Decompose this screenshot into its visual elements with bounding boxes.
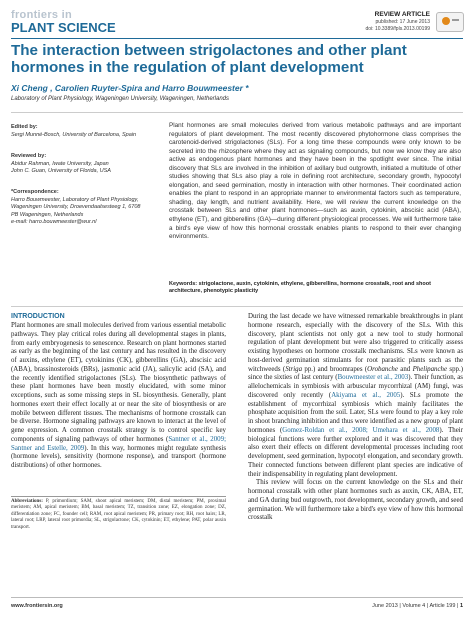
footer-article: Article 199 — [429, 603, 456, 609]
section-heading-introduction: INTRODUCTION — [11, 313, 65, 320]
footer-page-number: 1 — [459, 603, 463, 609]
footer-volume: Volume 4 — [402, 603, 426, 609]
open-access-badge-icon[interactable] — [436, 12, 464, 32]
reviewed-by-block — [11, 153, 143, 176]
right-text-f: ). SLs promote the establishment of mycorrhizal symbiosis which mainly facilitates the phosphate acquisition from the soil. Later, SLs were found to play a key role in shoot branching inhibition and thus were identified as a new group of plant hormones ( — [248, 391, 463, 434]
citation-gomez-roldan[interactable]: Gomez-Roldan et al., 2008; Umehara et al., 2008 — [282, 426, 440, 434]
body-column-left — [11, 322, 226, 471]
right-text-c: and — [397, 365, 413, 373]
badge-dot-icon — [442, 17, 450, 25]
citation-bouwmeester[interactable]: Bouwmeester et al., 2003 — [337, 374, 409, 382]
intro-text-a: Plant hormones are small molecules derived from various essential metabolic pathways. They play critical roles during all developmental stages in plants, from early embryogenesis to senescence. Research on plant hormones started as early as the beginning of the last century and has resulted in the discovery of auxins, ethylene (ET), cytokinins (CK), gibberellins (GA), abscisic acid (ABA), brassinosteroids (BRs), jasmonic acid (JA), salicylic acid (SA), and the recently identified strigolactones (SLs). The biosynthetic pathways of these plant hormones have been mostly elucidated, with some minor exceptions, such as some missing steps in SL biosynthesis. Generally, plant hormones exert their effect locally at or near the site of biosynthesis or are mobile between different tissues. The mechanisms of hormone crosstalk can be diverse. Hormone signaling pathways are known to interact at the level of gene expression. A common crosstalk strategy is to control specific key components of signaling pathways of other hormones ( — [11, 322, 226, 443]
abbreviations-label: Abbreviations: — [11, 499, 43, 504]
keywords — [169, 281, 461, 295]
abstract-divider — [11, 306, 463, 307]
keywords-list: strigolactone, auxin, cytokinin, ethylene, gibberellins, hormone crosstalk, root and shoot architecture, phenotypic plasticity — [169, 281, 431, 294]
doi: doi: 10.3389/fpls.2013.00199 — [365, 25, 430, 32]
taxon-phelipanche: Phelipanche — [412, 365, 448, 373]
reviewer-2: John C. Guan, University of Florida, USA — [11, 168, 111, 174]
title-divider — [11, 112, 463, 113]
right-paragraph-2: This review will focus on the current knowledge on the SLs and their hormonal crosstalk with other plant hormones such as auxin, CK, ABA, ET, and GA during bud outgrowth, root development, secondary growth, and seed germination. We will furthermore take a bird's eye view of how this hormonal crosstalk — [248, 479, 463, 522]
right-text-e: ). Their function, as allelochemicals in symbiosis with arbuscular mycorrhizal (AM) fungi, was discovered only recently ( — [248, 374, 463, 399]
intro-text-b: ). In this way, hormones might regulate synthesis (hormone levels), sensitivity (hormone response), and transport (hormone distributions) of other hormones. — [11, 444, 227, 469]
header-divider — [11, 38, 463, 39]
taxon-striga: Striga — [285, 365, 303, 373]
body-column-right — [248, 313, 463, 523]
correspondence-address: Harro Bouwmeester, Laboratory of Plant Physiology, Wageningen University, Droevendaalsesteeg 1, 6708 PB Wageningen, Netherlands — [11, 196, 141, 218]
citation-akiyama[interactable]: Akiyama et al., 2005 — [331, 391, 401, 399]
abbreviations-divider — [11, 496, 226, 497]
published-date: published: 17 June 2013 — [375, 19, 430, 25]
edited-by-block — [11, 124, 143, 139]
abbreviations — [11, 499, 226, 531]
journal-name-bottom: PLANT SCIENCE — [11, 20, 116, 35]
article-authors: Xi Cheng , Carolien Ruyter-Spira and Harro Bouwmeester * — [11, 83, 249, 93]
taxon-orobanche: Orobanche — [367, 365, 398, 373]
abstract-text: Plant hormones are small molecules derived from various metabolic pathways and are important regulators of plant development. The most recently discovered phytohormone class comprises the carotenoid-derived strigolactones (SLs). For a long time these compounds were only known to be secreted into the rhizosphere where they act as signaling compounds, but now we know they are also active as endogenous plant hormones and they have been in the spotlight ever since. The initial discovery that SLs are involved in the inhibition of axillary bud outgrowth, initiated a multitude of other studies showing that SLs also play a role in defining root architecture, secondary growth, hypocotyl elongation, and seed germination, mostly in interaction with other hormones. Their coordinated action enables the plant to respond in an appropriate manner to environmental factors such as temperature, shading, day length, and nutrient availability. Here, we will review the current knowledge on the crosstalk between SLs and other plant hormones—such as auxin, cytokinin, abscisic acid (ABA), ethylene (ET), and gibberellins (GA)—during different physiological processes. We will furthermore take a bird's eye view of how this hormonal crosstalk enables plants to respond to their ever changing environments. — [169, 122, 461, 241]
right-paragraph-1 — [248, 313, 463, 479]
reviewer-1: Abidur Rahman, Iwate University, Japan — [11, 160, 109, 167]
badge-line-icon — [452, 19, 459, 21]
journal-name-top: frontiers in — [11, 9, 73, 21]
right-text-a: During the last decade we have witnessed remarkable breakthroughs in plant hormone research, especially with the discovery of the SLs. With this discovery, plant scientists not only got a new tool to study hormonal regulation of plant development but were also triggered to critically assess existing hypotheses on hormone crosstalk mechanisms. SLs were known as host-derived germination stimulants for root parasitic plants such as the witchweeds ( — [248, 313, 463, 373]
abbreviations-text: P, primordium; SAM, shoot apical meristem; DM, distal meristem; PM, proximal meristem; AM, apical meristem; BM, basal meristem; TZ, transition zone; EZ, elongation zone; DZ, differentiation zone; FC, founder cell; RAM, root apical meristem; PR, primary root; RH, root hairs; LR, lateral root; LRP, lateral root primordia; SL, strigolactone; CK, cytokinin; ET, ethylene; PAT, polar auxin transport. — [11, 499, 227, 530]
correspondence-email[interactable]: e-mail: harro.bouwmeester@wur.nl — [11, 219, 97, 225]
reviewed-by-label: Reviewed by: — [11, 153, 47, 159]
article-affiliation: Laboratory of Plant Physiology, Wageningen University, Wageningen, Netherlands — [11, 96, 230, 102]
footer-website[interactable]: www.frontiersin.org — [11, 603, 63, 609]
intro-paragraph-1 — [11, 322, 226, 471]
right-text-d: spp.) since the sixties of last century ( — [248, 365, 463, 382]
article-type: REVIEW ARTICLE — [374, 11, 430, 18]
keywords-label: Keywords: — [169, 281, 198, 287]
correspondence-block — [11, 189, 143, 227]
citation-santner[interactable]: Santner et al., 2009; Santner and Estelle, 2009 — [11, 435, 226, 452]
article-title: The interaction between strigolactones and other plant hormones in the regulation of plant development — [11, 42, 407, 76]
right-text-g: ). Their biological functions were further explored and it was discovered that they also exert their effects on different developmental processes including root development, seed germination, hypocotyl elongation, and secondary growth. Their connected functions between different plant species are indicative of their indispensability in regulating plant development. — [248, 426, 463, 478]
footer-divider — [11, 597, 463, 598]
editor-name: Sergi Munné-Bosch, University of Barcelona, Spain — [11, 131, 137, 138]
footer-citation: June 2013 | Volume 4 | Article 199 | 1 — [372, 603, 463, 609]
publication-info — [366, 19, 431, 32]
edited-by-label: Edited by: — [11, 124, 38, 130]
correspondence-label: *Correspondence: — [11, 189, 59, 195]
footer-date: June 2013 — [372, 603, 398, 609]
right-text-b: pp.) and broomrapes ( — [302, 365, 368, 373]
